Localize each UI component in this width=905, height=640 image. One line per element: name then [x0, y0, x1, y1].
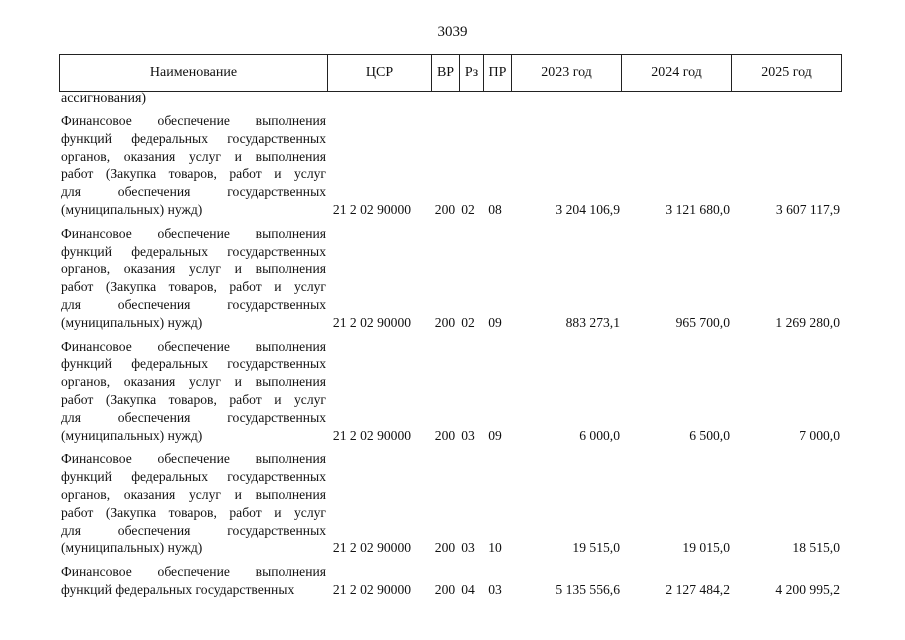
row-2025: 7 000,0 [799, 427, 840, 443]
row-name-line: Финансовое обеспечение выполнения [61, 564, 326, 580]
row-name-line: функций федеральных государственных [61, 130, 326, 146]
row-csr: 21 2 02 90000 [332, 540, 412, 556]
row-name-line: работ (Закупка товаров, работ и услуг [61, 504, 326, 520]
row-name-line: органов, оказания услуг и выполнения [61, 374, 326, 390]
header-csr: ЦСР [328, 55, 432, 92]
row-name-line: функций федеральных государственных [61, 469, 326, 485]
header-vr: ВР [432, 55, 460, 92]
row-2023: 6 000,0 [579, 427, 620, 443]
row-name-line: для обеспечения государственных [61, 184, 326, 200]
row-name-line: Финансовое обеспечение выполнения [61, 451, 326, 467]
row-pr: 08 [488, 201, 502, 217]
row-name-line: (муниципальных) нужд) [61, 314, 203, 330]
row-name-line: функций федеральных государственных [61, 243, 326, 259]
row-rz: 02 [461, 201, 475, 217]
row-name-line: работ (Закупка товаров, работ и услуг [61, 391, 326, 407]
row-2025: 18 515,0 [792, 540, 840, 556]
row-name-line: органов, оказания услуг и выполнения [61, 261, 326, 277]
row-vr: 200 [434, 314, 456, 330]
row-2023: 19 515,0 [572, 540, 620, 556]
row-name-line: Финансовое обеспечение выполнения [61, 113, 326, 128]
row-name-line: функций федеральных государственных [61, 356, 326, 372]
row-pr: 09 [488, 314, 502, 330]
header-2023: 2023 год [512, 55, 622, 92]
row-csr: 21 2 02 90000 [332, 201, 412, 217]
row-name-line: (муниципальных) нужд) [61, 427, 203, 443]
row-2023: 883 273,1 [565, 314, 620, 330]
table-header [59, 54, 842, 92]
header-2024: 2024 год [622, 55, 732, 92]
row-name-line: для обеспечения государственных [61, 409, 326, 425]
table-row [59, 225, 841, 332]
row-name-line: органов, оказания услуг и выполнения [61, 148, 326, 164]
table-body [59, 112, 841, 605]
row-name-line: (муниципальных) нужд) [61, 201, 203, 217]
row-name-line: работ (Закупка товаров, работ и услуг [61, 166, 326, 182]
row-csr: 21 2 02 90000 [332, 581, 412, 597]
row-name-line: Финансовое обеспечение выполнения [61, 338, 326, 354]
row-name-line: функций федеральных государственных [61, 581, 295, 597]
table-row [59, 563, 841, 599]
row-2024: 6 500,0 [689, 427, 730, 443]
table-row [59, 112, 841, 219]
row-name-line: органов, оказания услуг и выполнения [61, 486, 326, 502]
row-2025: 1 269 280,0 [775, 314, 840, 330]
row-csr: 21 2 02 90000 [332, 314, 412, 330]
row-rz: 02 [461, 314, 475, 330]
row-pr: 10 [488, 540, 502, 556]
row-2025: 3 607 117,9 [775, 201, 840, 217]
row-name-line: работ (Закупка товаров, работ и услуг [61, 279, 326, 295]
row-name-line: (муниципальных) нужд) [61, 540, 203, 556]
header-2025: 2025 год [732, 55, 842, 92]
row-rz: 03 [461, 540, 475, 556]
row-vr: 200 [434, 581, 456, 597]
row-pr: 09 [488, 427, 502, 443]
row-vr: 200 [434, 427, 456, 443]
table-row [59, 338, 841, 445]
continuation-text: ассигнования) [61, 91, 147, 106]
row-2024: 19 015,0 [682, 540, 730, 556]
row-pr: 03 [488, 581, 502, 597]
row-2024: 2 127 484,2 [665, 581, 730, 597]
row-2024: 965 700,0 [675, 314, 730, 330]
row-rz: 03 [461, 427, 475, 443]
row-vr: 200 [434, 201, 456, 217]
row-2024: 3 121 680,0 [665, 201, 730, 217]
row-name-line: для обеспечения государственных [61, 296, 326, 312]
header-name: Наименование [60, 55, 328, 92]
row-name-line: для обеспечения государственных [61, 522, 326, 538]
row-name [59, 450, 326, 557]
row-csr: 21 2 02 90000 [332, 427, 412, 443]
row-name [59, 112, 326, 219]
row-name [59, 338, 326, 445]
page-number: 3039 [437, 24, 468, 40]
row-2023: 3 204 106,9 [555, 201, 620, 217]
row-2025: 4 200 995,2 [775, 581, 840, 597]
row-vr: 200 [434, 540, 456, 556]
header-pr: ПР [484, 55, 512, 92]
row-rz: 04 [461, 581, 475, 597]
row-name [59, 563, 326, 599]
header-rz: Рз [460, 55, 484, 92]
row-name [59, 225, 326, 332]
row-2023: 5 135 556,6 [555, 581, 620, 597]
table-row [59, 450, 841, 557]
row-name-line: Финансовое обеспечение выполнения [61, 225, 326, 241]
